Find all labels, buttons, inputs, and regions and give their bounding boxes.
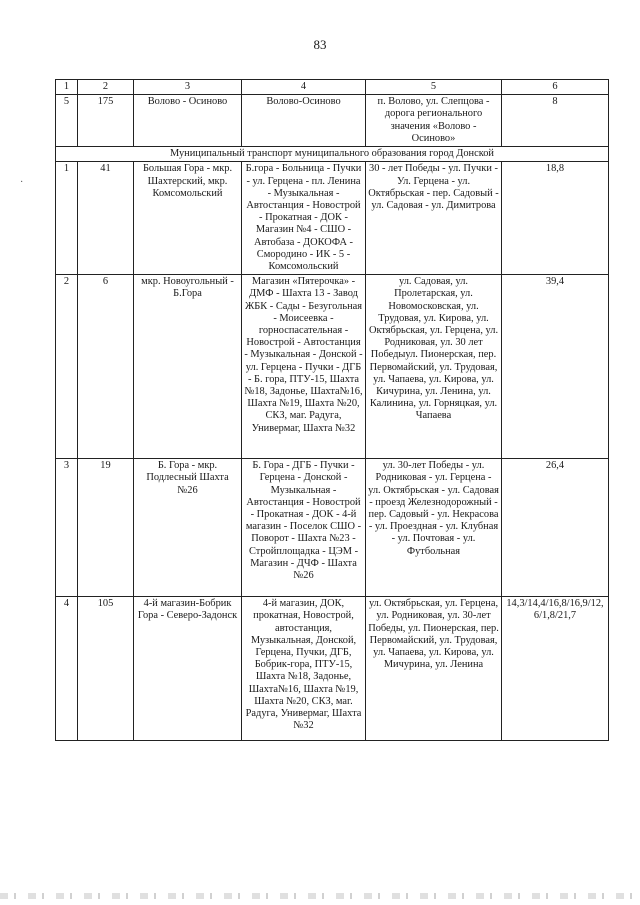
- column-number: 3: [134, 80, 242, 95]
- route-number: 175: [78, 95, 134, 147]
- route-length: 8: [502, 95, 609, 147]
- route-streets: ул. 30-лет Победы - ул. Родниковая - ул. Герцена - ул. Октябрьская - ул. Садовая - проезд Железнодорожный - пер. Садовый - ул. Некрасова - ул. Проездная - ул. Клубная - ул. Почтовая - ул. Футбольная: [366, 459, 502, 597]
- row-index: 4: [56, 597, 78, 741]
- routes-table: [55, 79, 609, 741]
- route-stops: Б. Гора - ДГБ - Пучки - Герцена - Донской - Музыкальная - Автостанция - Новострой - Прокатная - ДОК - 4-й магазин - Поселок СШО - Поворот - Шахта №23 - Стройплощадка - ЦЭМ - Магазин - ДЧФ - Шахта №26: [242, 459, 366, 597]
- route-streets: ул. Октябрьская, ул. Герцена, ул. Родниковая, ул. 30-лет Победы, ул. Пионерская, пер. Первомайский, ул. Трудовая, ул. Чапаева, ул. Кирова, ул. Мичурина, ул. Ленина: [366, 597, 502, 741]
- route-number: 6: [78, 275, 134, 459]
- route-streets: 30 - лет Победы - ул. Пучки - Ул. Герцена - ул. Октябрьская - пер. Садовый - ул. Садовая - ул. Димитрова: [366, 162, 502, 275]
- row-index: 5: [56, 95, 78, 147]
- route-number: 19: [78, 459, 134, 597]
- route-stops: Магазин «Пятерочка» - ДМФ - Шахта 13 - Завод ЖБК - Сады - Безугольная - Моисеевка - горноспасательная - Новострой - Автостанция - Музыкальная - Донской - ул. Герцена - Пучки - ДГБ - Б. гора, ПТУ-15, Шахта №18, Задонье, Шахта№16, Шахта №19, Шахта №20, СКЗ, маг. Радуга, Универмаг, Шахта №32: [242, 275, 366, 459]
- table-row: [56, 597, 609, 741]
- route-name: Большая Гора - мкр. Шахтерский, мкр. Комсомольский: [134, 162, 242, 275]
- route-name: Волово - Осиново: [134, 95, 242, 147]
- scan-edge-noise: [0, 893, 640, 899]
- route-length: 18,8: [502, 162, 609, 275]
- route-number: 105: [78, 597, 134, 741]
- route-streets: ул. Садовая, ул. Пролетарская, ул. Новомосковская, ул. Трудовая, ул. Кирова, ул. Октябрьская, ул. Герцена, ул. Родниковая, ул. 30 лет Победыул. Пионерская, пер. Первомайский, ул. Трудовая, ул. Чапаева, ул. Кирова, ул. Кичурина, ул. Ленина, ул. Калинина, ул. Горняцкая, ул. Чапаева: [366, 275, 502, 459]
- column-number: 4: [242, 80, 366, 95]
- route-streets: п. Волово, ул. Слепцова - дорога регионального значения «Волово - Осиново»: [366, 95, 502, 147]
- table-row: [56, 275, 609, 459]
- row-index: 3: [56, 459, 78, 597]
- route-number: 41: [78, 162, 134, 275]
- route-name: 4-й магазин-Бобрик Гора - Северо-Задонск: [134, 597, 242, 741]
- scan-speck: ·: [20, 177, 24, 188]
- section-row: [56, 147, 609, 162]
- column-number: 6: [502, 80, 609, 95]
- row-index: 1: [56, 162, 78, 275]
- column-number-row: [56, 80, 609, 95]
- column-number: 1: [56, 80, 78, 95]
- table-row: [56, 162, 609, 275]
- route-length: 39,4: [502, 275, 609, 459]
- route-stops: Б.гора - Больница - Пучки - ул. Герцена - пл. Ленина - Музыкальная - Автостанция - Новострой - Прокатная - ДОК - Магазин №4 - СШО - Автобаза - ДОКОФА - Смородино - ИК - 5 - Комсомольский: [242, 162, 366, 275]
- route-name: мкр. Новоугольный - Б.Гора: [134, 275, 242, 459]
- route-length: 26,4: [502, 459, 609, 597]
- table-row: [56, 459, 609, 597]
- column-number: 2: [78, 80, 134, 95]
- route-stops: Волово-Осиново: [242, 95, 366, 147]
- route-stops: 4-й магазин, ДОК, прокатная, Новострой, автостанция, Музыкальная, Донской, Герцена, Пучки, ДГБ, Бобрик-гора, ПТУ-15, Шахта №18, Задонье, Шахта№16, Шахта №19, Шахта №20, СКЗ, маг. Радуга, Универмаг, Шахта №32: [242, 597, 366, 741]
- section-title: Муниципальный транспорт муниципального образования город Донской: [56, 147, 609, 162]
- page-number: 83: [313, 37, 327, 52]
- row-index: 2: [56, 275, 78, 459]
- table-row: [56, 95, 609, 147]
- route-length: 14,3/14,4/16,8/16,9/12,6/1,8/21,7: [502, 597, 609, 741]
- column-number: 5: [366, 80, 502, 95]
- route-name: Б. Гора - мкр. Подлесный Шахта №26: [134, 459, 242, 597]
